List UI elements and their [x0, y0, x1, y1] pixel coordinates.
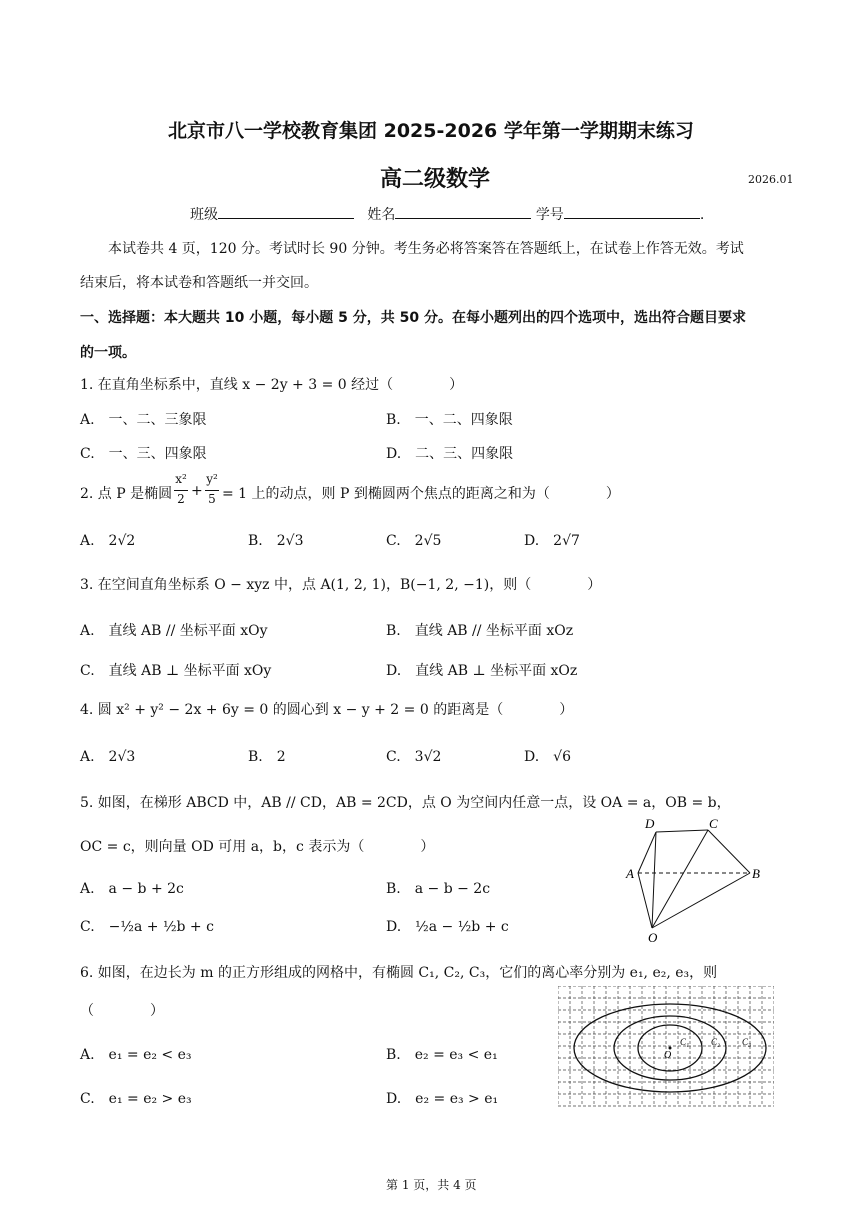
q2-stem-b: = 1 上的动点，则 P 到椭圆两个焦点的距离之和为（ ）	[222, 486, 620, 502]
q2-option-d[interactable]: D. 2√7	[524, 533, 580, 549]
q6-paren: （ ）	[80, 1003, 164, 1019]
q6-stem: 6. 如图，在边长为 m 的正方形组成的网格中，有椭圆 C₁, C₂, C₃，它们的离心率分别为 e₁, e₂, e₃，则	[80, 965, 718, 981]
q1-stem: 1. 在直角坐标系中，直线 x − 2y + 3 = 0 经过（ ）	[80, 377, 464, 393]
label-c3: C₃	[742, 1037, 752, 1047]
q3-stem: 3. 在空间直角坐标系 O − xyz 中，点 A(1, 2, 1)，B(−1, 2, −1)，则（ ）	[80, 577, 602, 593]
label-a: A	[626, 866, 634, 881]
q6-option-d[interactable]: D. e₂ = e₃ > e₁	[386, 1091, 499, 1107]
q6-option-b[interactable]: B. e₂ = e₃ < e₁	[386, 1047, 498, 1063]
q4-option-c[interactable]: C. 3√2	[386, 749, 442, 765]
section1-line-2: 的一项。	[80, 345, 136, 361]
page-footer: 第 1 页，共 4 页	[386, 1178, 477, 1192]
label-b: B	[752, 866, 760, 881]
q3-option-a[interactable]: A. 直线 AB // 坐标平面 xOy	[80, 623, 268, 639]
name-label: 姓名	[367, 207, 396, 223]
q5-stem-2: OC = c，则向量 OD 可用 a，b，c 表示为（ ）	[80, 839, 435, 855]
q2-frac2-num: y²	[206, 472, 218, 486]
edge-bo	[652, 873, 750, 928]
name-blank[interactable]	[395, 204, 531, 219]
q1-option-c[interactable]: C. 一、三、四象限	[80, 446, 207, 462]
q2-frac1-bar	[174, 490, 188, 491]
q2-frac2-bar	[205, 490, 219, 491]
edge-da	[638, 832, 656, 873]
q2-option-b[interactable]: B. 2√3	[248, 533, 304, 549]
q1-option-d[interactable]: D. 二、三、四象限	[386, 446, 514, 462]
q4-option-a[interactable]: A. 2√3	[80, 749, 136, 765]
id-blank[interactable]	[564, 204, 700, 219]
q3-option-b[interactable]: B. 直线 AB // 坐标平面 xOz	[386, 623, 574, 639]
section1-line-1: 一、选择题：本大题共 10 小题，每小题 5 分，共 50 分。在每小题列出的四个选项中，选出符合题目要求	[80, 310, 746, 326]
q2-stem-a: 2. 点 P 是椭圆	[80, 486, 173, 502]
class-blank[interactable]	[218, 204, 354, 219]
q4-stem: 4. 圆 x² + y² − 2x + 6y = 0 的圆心到 x − y + 2 = 0 的距离是（ ）	[80, 702, 574, 718]
id-label: 学号	[535, 207, 564, 223]
q2-frac1-num: x²	[175, 472, 187, 486]
q4-option-b[interactable]: B. 2	[248, 749, 286, 765]
q5-option-a[interactable]: A. a − b + 2c	[80, 881, 184, 897]
label-d: D	[645, 816, 655, 831]
q2-frac2-den: 5	[208, 492, 216, 506]
q3-option-d[interactable]: D. 直线 AB ⊥ 坐标平面 xOz	[386, 663, 578, 679]
q5-stem-1: 5. 如图，在梯形 ABCD 中，AB // CD，AB = 2CD，点 O 为空间内任意一点，设 OA = a，OB = b，	[80, 795, 731, 811]
q2-plus: +	[191, 483, 203, 499]
q2-option-c[interactable]: C. 2√5	[386, 533, 442, 549]
q2-frac1-den: 2	[177, 492, 185, 506]
edge-dc	[656, 830, 708, 832]
label-o: O	[664, 1050, 672, 1061]
edge-co	[652, 830, 708, 928]
intro-line-1: 本试卷共 4 页，120 分。考试时长 90 分钟。考生务必将答案答在答题纸上，在试卷上作答无效。考试	[108, 241, 744, 257]
q4-option-d[interactable]: D. √6	[524, 749, 572, 765]
q5-option-c[interactable]: C. −½a + ½b + c	[80, 919, 214, 935]
label-c1: C₁	[680, 1037, 690, 1047]
intro-line-2: 结束后，将本试卷和答题纸一并交回。	[80, 275, 318, 291]
q2-option-a[interactable]: A. 2√2	[80, 533, 136, 549]
edge-ao	[638, 873, 652, 928]
edge-do	[652, 832, 656, 928]
q5-option-b[interactable]: B. a − b − 2c	[386, 881, 491, 897]
label-c2: C₂	[711, 1037, 721, 1047]
class-label: 班级	[190, 207, 218, 223]
student-info-line	[190, 204, 704, 224]
q6-option-c[interactable]: C. e₁ = e₂ > e₃	[80, 1091, 192, 1107]
exam-subtitle: 高二级数学	[380, 167, 491, 192]
exam-title: 北京市八一学校教育集团 2025-2026 学年第一学期期末练习	[168, 120, 694, 142]
q5-figure	[620, 812, 770, 947]
q6-figure	[558, 986, 774, 1110]
edge-cb	[708, 830, 750, 873]
label-o: O	[648, 930, 658, 945]
q1-option-b[interactable]: B. 一、二、四象限	[386, 412, 513, 428]
q1-option-a[interactable]: A. 一、二、三象限	[80, 412, 207, 428]
info-end: .	[699, 207, 705, 223]
exam-date: 2026.01	[748, 173, 794, 186]
label-c: C	[709, 816, 718, 831]
q5-option-d[interactable]: D. ½a − ½b + c	[386, 919, 509, 935]
q3-option-c[interactable]: C. 直线 AB ⊥ 坐标平面 xOy	[80, 663, 272, 679]
q6-option-a[interactable]: A. e₁ = e₂ < e₃	[80, 1047, 192, 1063]
